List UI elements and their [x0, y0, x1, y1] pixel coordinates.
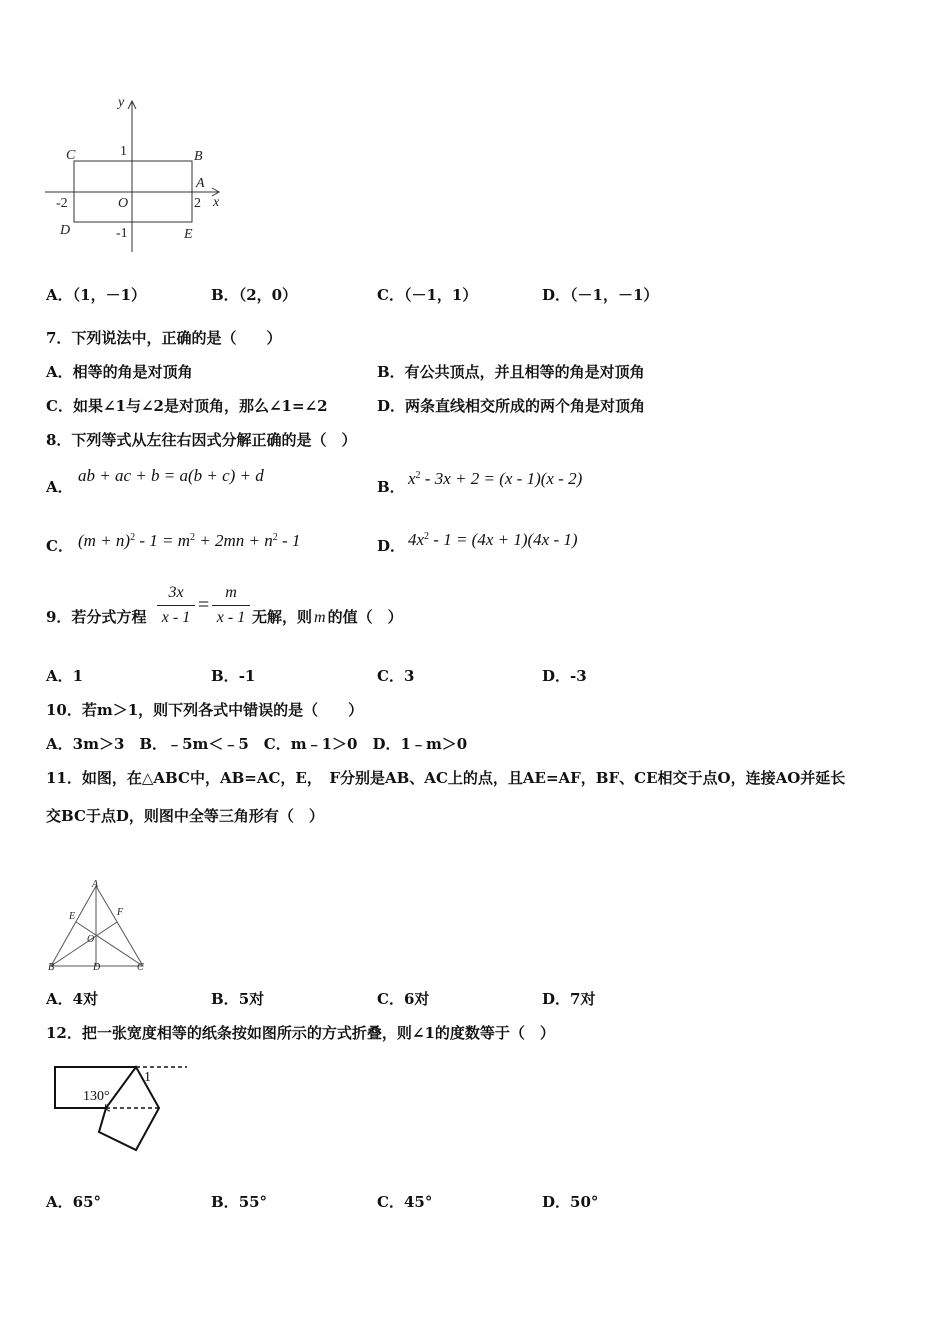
y-label: y	[118, 95, 125, 110]
tri-label-c: C	[137, 962, 144, 973]
tick-neg2: -2	[56, 196, 68, 211]
q9-equals: =	[198, 594, 210, 616]
q7-stem: 7．下列说法中，正确的是（ ）	[46, 329, 282, 347]
coordinate-figure	[40, 90, 240, 260]
q6-option-c[interactable]: C．（－1，1）	[377, 286, 478, 304]
tri-label-e: E	[69, 911, 76, 922]
q9-frac1-den: x - 1	[161, 609, 191, 626]
q10-options[interactable]: A．3m＞3 B．﹣5m＜﹣5 C．m﹣1＞0 D．1﹣m＞0	[46, 735, 468, 753]
q9-stem-pre: 9．若分式方程	[46, 608, 147, 626]
q12-option-b[interactable]: B．55°	[211, 1193, 268, 1211]
triangle-figure	[45, 878, 155, 973]
segment-be-f	[51, 922, 117, 966]
q7-option-a[interactable]: A．相等的角是对顶角	[46, 363, 193, 381]
q7-option-d[interactable]: D．两条直线相交所成的两个角是对顶角	[377, 397, 646, 415]
q8-expr-a: ab + ac + b = a(b + c) + d	[78, 466, 264, 485]
tick-2: 2	[194, 196, 201, 211]
q8-expr-b: $x^2 - 3x + 2 = (x - 1)(x - 2)$	[408, 469, 583, 488]
label-b: B	[194, 149, 203, 164]
q8-label-d[interactable]: D．	[377, 537, 406, 555]
q6-option-b[interactable]: B．（2，0）	[211, 286, 298, 304]
q12-option-a[interactable]: A．65°	[46, 1193, 102, 1211]
q9-frac2-den: x - 1	[216, 609, 246, 626]
label-e: E	[184, 227, 193, 242]
q9-option-c[interactable]: C．3	[377, 667, 415, 685]
tri-label-b: B	[48, 962, 55, 973]
tick-1: 1	[120, 144, 127, 159]
triangle-abc	[51, 886, 143, 966]
q9-option-d[interactable]: D．-3	[542, 667, 587, 685]
q11-stem-line2: 交BC于点D，则图中全等三角形有（ ）	[46, 807, 324, 825]
q11-option-d[interactable]: D．7对	[542, 990, 596, 1008]
q8-label-a[interactable]: A．	[46, 478, 73, 496]
fraction-bar	[157, 605, 195, 606]
q12-option-c[interactable]: C．45°	[377, 1193, 433, 1211]
q12-stem: 12．把一张宽度相等的纸条按如图所示的方式折叠，则∠1的度数等于（ ）	[46, 1024, 555, 1042]
q7-option-c[interactable]: C．如果∠1与∠2是对顶角，那么∠1=∠2	[46, 397, 328, 415]
q7-option-b[interactable]: B．有公共顶点，并且相等的角是对顶角	[377, 363, 645, 381]
folded-strip-figure	[50, 1060, 210, 1160]
q9-option-a[interactable]: A．1	[46, 667, 84, 685]
angle-1-label: 1	[144, 1070, 151, 1085]
q8-label-b[interactable]: B．	[377, 478, 405, 496]
x-label: x	[213, 195, 220, 210]
tri-label-a: A	[92, 879, 99, 890]
q11-option-c[interactable]: C．6对	[377, 990, 430, 1008]
q11-option-a[interactable]: A．4对	[46, 990, 99, 1008]
angle-130-label: 130°	[83, 1089, 110, 1104]
q9-frac2-num: m	[225, 584, 237, 601]
label-o: O	[118, 196, 129, 211]
q9-fraction-right	[212, 583, 250, 628]
q9-stem-post: 无解，则 m 的值（ ）	[252, 608, 403, 626]
tick-neg1: -1	[116, 226, 128, 241]
q8-expr-c: $(m + n)^2 - 1 = m^2 + 2mn + n^2 - 1$	[78, 531, 301, 550]
q8-stem: 8．下列等式从左往右因式分解正确的是（ ）	[46, 431, 357, 449]
q9-frac1-num: 3x	[168, 584, 184, 601]
fraction-bar	[212, 605, 250, 606]
tri-label-o: O	[87, 934, 95, 945]
label-c: C	[66, 148, 76, 163]
q11-stem-line1: 11．如图，在△ABC中，AB=AC，E， F分别是AB、AC上的点，且AE=AF，BF、CE相交于点O，连接AO并延长	[46, 769, 846, 787]
q9-fraction-left	[157, 583, 195, 628]
q8-label-c[interactable]: C．	[46, 537, 73, 555]
q6-option-a[interactable]: A．（1，－1）	[46, 286, 147, 304]
tri-label-f: F	[117, 907, 124, 918]
q11-option-b[interactable]: B．5对	[211, 990, 265, 1008]
q12-option-d[interactable]: D．50°	[542, 1193, 599, 1211]
q10-stem: 10．若m＞1，则下列各式中错误的是（ ）	[46, 701, 364, 719]
q8-expr-d: $4x^2 - 1 = (4x + 1)(4x - 1)$	[408, 530, 578, 549]
label-d: D	[60, 223, 71, 238]
q9-option-b[interactable]: B．-1	[211, 667, 256, 685]
tri-label-d: D	[93, 962, 101, 973]
q6-option-d[interactable]: D．（－1，－1）	[542, 286, 659, 304]
label-a: A	[196, 176, 205, 191]
